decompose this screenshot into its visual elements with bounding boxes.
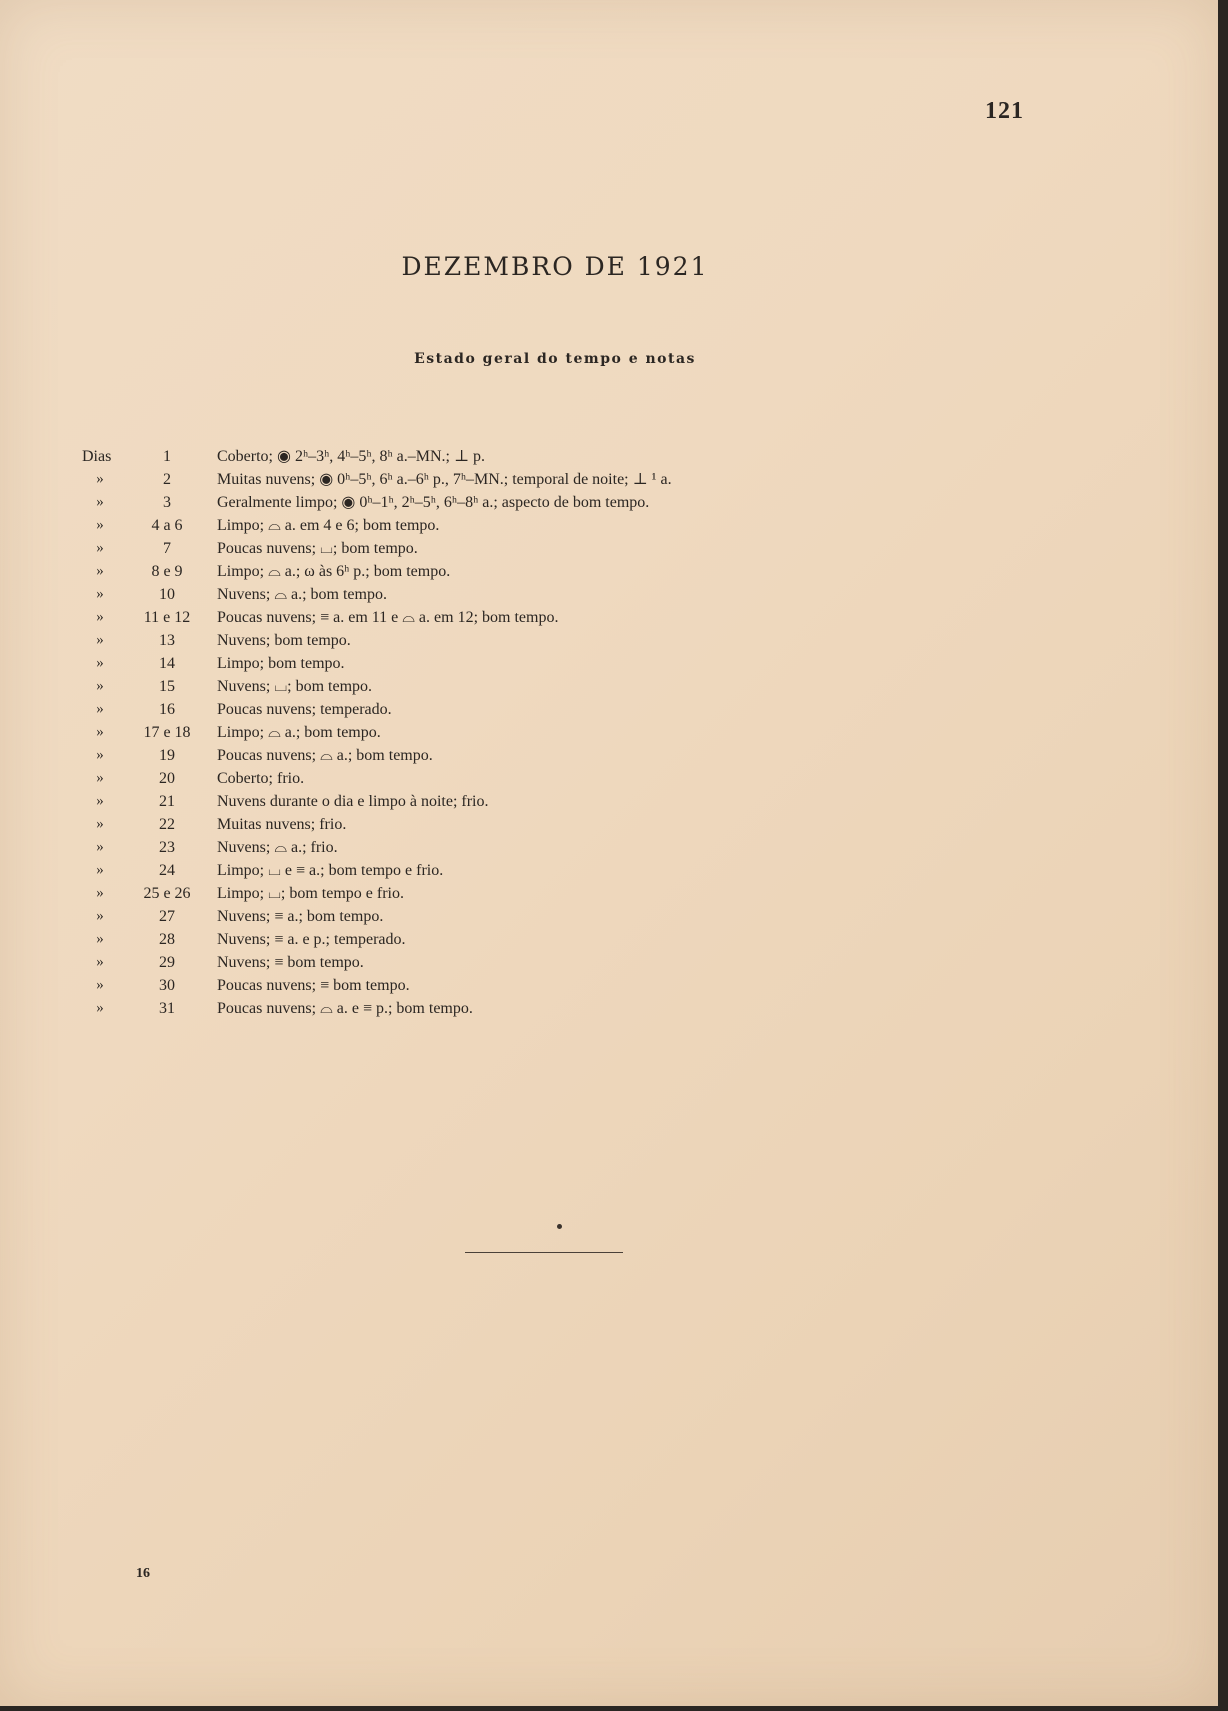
ditto-mark: » bbox=[96, 1000, 104, 1016]
day-number: 22 bbox=[159, 816, 175, 833]
ditto-mark: » bbox=[96, 724, 104, 740]
day-number: 24 bbox=[159, 862, 175, 879]
section-rule bbox=[465, 1252, 623, 1253]
ditto-mark: » bbox=[96, 471, 104, 487]
weather-note: Limpo; ⌓ a.; ω às 6ʰ p.; bom tempo. bbox=[217, 563, 451, 580]
list-item bbox=[82, 537, 1082, 560]
list-item bbox=[82, 813, 1082, 836]
weather-note: Poucas nuvens; temperado. bbox=[217, 701, 392, 718]
list-item bbox=[82, 606, 1082, 629]
weather-note: Nuvens; ⌓ a.; frio. bbox=[217, 839, 338, 856]
weather-note: Muitas nuvens; frio. bbox=[217, 816, 347, 833]
day-number: 21 bbox=[159, 793, 175, 810]
ditto-mark: » bbox=[96, 586, 104, 602]
ditto-mark: » bbox=[96, 494, 104, 510]
days-label: Dias bbox=[82, 448, 112, 465]
day-number: 31 bbox=[159, 1000, 175, 1017]
list-item bbox=[82, 767, 1082, 790]
list-item bbox=[82, 583, 1082, 606]
weather-note: Nuvens; ⌓ a.; bom tempo. bbox=[217, 586, 387, 603]
ditto-mark: » bbox=[96, 517, 104, 533]
weather-note: Limpo; ⌓ a.; bom tempo. bbox=[217, 724, 381, 741]
weather-note: Limpo; bom tempo. bbox=[217, 655, 345, 672]
weather-note: Nuvens; ⌴; bom tempo. bbox=[217, 678, 373, 695]
ditto-mark: » bbox=[96, 908, 104, 924]
decorative-dot bbox=[557, 1224, 562, 1229]
list-item bbox=[82, 652, 1082, 675]
list-item bbox=[82, 744, 1082, 767]
day-number: 30 bbox=[159, 977, 175, 994]
day-number: 4 a 6 bbox=[151, 517, 183, 534]
day-number: 11 e 12 bbox=[143, 609, 191, 626]
list-item bbox=[82, 974, 1082, 997]
list-item bbox=[82, 445, 1082, 468]
day-number: 23 bbox=[159, 839, 175, 856]
day-number: 14 bbox=[159, 655, 175, 672]
day-number: 16 bbox=[159, 701, 175, 718]
day-number: 27 bbox=[159, 908, 175, 925]
day-number: 3 bbox=[163, 494, 171, 511]
weather-note: Coberto; ◉ 2ʰ–3ʰ, 4ʰ–5ʰ, 8ʰ a.–MN.; ⊥ p. bbox=[217, 448, 486, 465]
day-number: 29 bbox=[159, 954, 175, 971]
signature-number: 16 bbox=[136, 1566, 150, 1581]
weather-note: Limpo; ⌴; bom tempo e frio. bbox=[217, 885, 404, 902]
day-number: 10 bbox=[159, 586, 175, 603]
weather-note: Poucas nuvens; ≡ bom tempo. bbox=[217, 977, 410, 994]
list-item bbox=[82, 675, 1082, 698]
ditto-mark: » bbox=[96, 862, 104, 878]
ditto-mark: » bbox=[96, 816, 104, 832]
ditto-mark: » bbox=[96, 747, 104, 763]
list-item bbox=[82, 514, 1082, 537]
day-number: 2 bbox=[163, 471, 171, 488]
page-number: 121 bbox=[985, 98, 1024, 124]
ditto-mark: » bbox=[96, 954, 104, 970]
weather-notes-list bbox=[82, 445, 1082, 1020]
ditto-mark: » bbox=[96, 701, 104, 717]
weather-note: Poucas nuvens; ⌓ a.; bom tempo. bbox=[217, 747, 433, 764]
ditto-mark: » bbox=[96, 609, 104, 625]
weather-note: Geralmente limpo; ◉ 0ʰ–1ʰ, 2ʰ–5ʰ, 6ʰ–8ʰ a.; aspecto de bom tempo. bbox=[217, 494, 650, 511]
day-number: 1 bbox=[163, 448, 171, 465]
day-number: 8 e 9 bbox=[151, 563, 183, 580]
day-number: 28 bbox=[159, 931, 175, 948]
list-item bbox=[82, 882, 1082, 905]
weather-note: Limpo; ⌓ a. em 4 e 6; bom tempo. bbox=[217, 517, 440, 534]
ditto-mark: » bbox=[96, 931, 104, 947]
weather-note: Poucas nuvens; ⌓ a. e ≡ p.; bom tempo. bbox=[217, 1000, 473, 1017]
list-item bbox=[82, 859, 1082, 882]
day-number: 7 bbox=[163, 540, 171, 557]
ditto-mark: » bbox=[96, 563, 104, 579]
list-item bbox=[82, 560, 1082, 583]
day-number: 13 bbox=[159, 632, 175, 649]
day-number: 25 e 26 bbox=[143, 885, 191, 902]
weather-note: Coberto; frio. bbox=[217, 770, 305, 787]
weather-note: Nuvens; ≡ a. e p.; temperado. bbox=[217, 931, 406, 948]
list-item bbox=[82, 928, 1082, 951]
weather-note: Limpo; ⌴ e ≡ a.; bom tempo e frio. bbox=[217, 862, 444, 879]
ditto-mark: » bbox=[96, 793, 104, 809]
ditto-mark: » bbox=[96, 540, 104, 556]
weather-note: Nuvens durante o dia e limpo à noite; frio. bbox=[217, 793, 489, 810]
day-number: 15 bbox=[159, 678, 175, 695]
day-number: 19 bbox=[159, 747, 175, 764]
list-item bbox=[82, 997, 1082, 1020]
list-item bbox=[82, 491, 1082, 514]
list-item bbox=[82, 698, 1082, 721]
list-item bbox=[82, 836, 1082, 859]
list-item bbox=[82, 951, 1082, 974]
ditto-mark: » bbox=[96, 839, 104, 855]
weather-note: Nuvens; bom tempo. bbox=[217, 632, 351, 649]
list-item bbox=[82, 629, 1082, 652]
list-item bbox=[82, 721, 1082, 744]
day-number: 20 bbox=[159, 770, 175, 787]
ditto-mark: » bbox=[96, 770, 104, 786]
ditto-mark: » bbox=[96, 977, 104, 993]
ditto-mark: » bbox=[96, 885, 104, 901]
list-item bbox=[82, 468, 1082, 491]
ditto-mark: » bbox=[96, 655, 104, 671]
ditto-mark: » bbox=[96, 632, 104, 648]
page-subtitle: Estado geral do tempo e notas bbox=[414, 351, 696, 367]
weather-note: Muitas nuvens; ◉ 0ʰ–5ʰ, 6ʰ a.–6ʰ p., 7ʰ–MN.; temporal de noite; ⊥ ¹ a. bbox=[217, 471, 672, 488]
weather-note: Nuvens; ≡ a.; bom tempo. bbox=[217, 908, 384, 925]
list-item bbox=[82, 905, 1082, 928]
ditto-mark: » bbox=[96, 678, 104, 694]
weather-note: Poucas nuvens; ⌴; bom tempo. bbox=[217, 540, 418, 557]
list-item bbox=[82, 790, 1082, 813]
weather-note: Poucas nuvens; ≡ a. em 11 e ⌓ a. em 12; bom tempo. bbox=[217, 609, 559, 626]
page-title: DEZEMBRO DE 1921 bbox=[401, 252, 709, 281]
weather-note: Nuvens; ≡ bom tempo. bbox=[217, 954, 364, 971]
day-number: 17 e 18 bbox=[143, 724, 191, 741]
